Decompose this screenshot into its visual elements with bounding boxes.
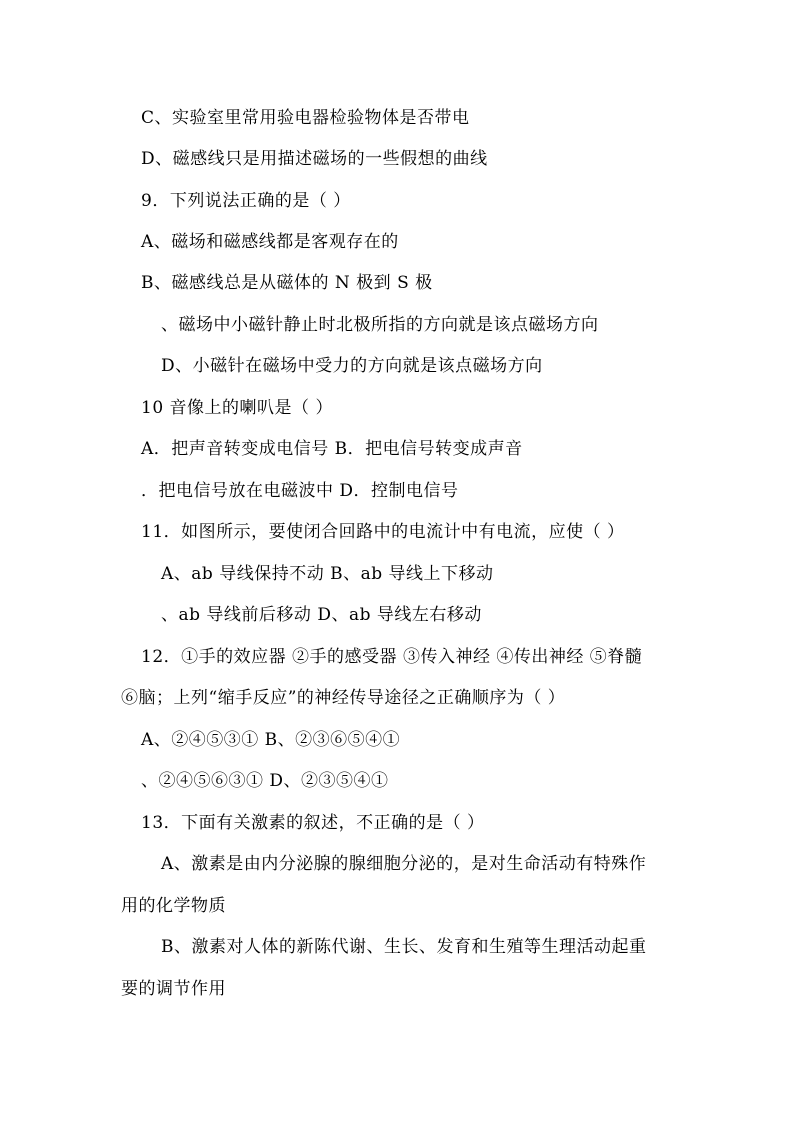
q11-question: 11．如图所示，要使闭合回路中的电流计中有电流，应使（ ） [141,522,625,542]
q11-options-ab: A、ab 导线保持不动 B、ab 导线上下移动 [161,564,494,584]
q9-option-b: B、磁感线总是从磁体的 N 极到 S 极 [141,273,433,293]
q9-option-a: A、磁场和磁感线都是客观存在的 [141,232,399,252]
q12-options-ab: A、②④⑤③① B、②③⑥⑤④① [141,730,401,750]
q13-option-b: B、激素对人体的新陈代谢、生长、发育和生殖等生理活动起重 [161,937,647,957]
q12-options-cd: 、②④⑤⑥③① D、②③⑤④① [141,771,389,791]
q13-question: 13．下面有关激素的叙述，不正确的是（ ） [141,813,485,833]
q12-question-continued: ⑥脑；上列“缩手反应”的神经传导途径之正确顺序为（ ） [121,688,566,708]
q11-options-cd: 、ab 导线前后移动 D、ab 导线左右移动 [161,605,482,625]
q10-options-cd: ．把电信号放在电磁波中 D．控制电信号 [141,481,459,501]
q8-option-d: D、磁感线只是用描述磁场的一些假想的曲线 [141,149,488,169]
q9-question: 9．下列说法正确的是（ ） [141,191,351,211]
q8-option-c: C、实验室里常用验电器检验物体是否带电 [141,108,470,128]
q10-question: 10 音像上的喇叭是（ ） [141,398,333,418]
q12-question: 12．①手的效应器 ②手的感受器 ③传入神经 ④传出神经 ⑤脊髓 [141,647,643,667]
q13-option-a-continued: 用的化学物质 [121,896,226,916]
q10-options-ab: A．把声音转变成电信号 B．把电信号转变成声音 [141,439,523,459]
q9-option-c: 、磁场中小磁针静止时北极所指的方向就是该点磁场方向 [161,315,599,335]
q13-option-a: A、激素是由内分泌腺的腺细胞分泌的，是对生命活动有特殊作 [161,854,647,874]
q13-option-b-continued: 要的调节作用 [121,979,226,999]
q9-option-d: D、小磁针在磁场中受力的方向就是该点磁场方向 [161,356,543,376]
